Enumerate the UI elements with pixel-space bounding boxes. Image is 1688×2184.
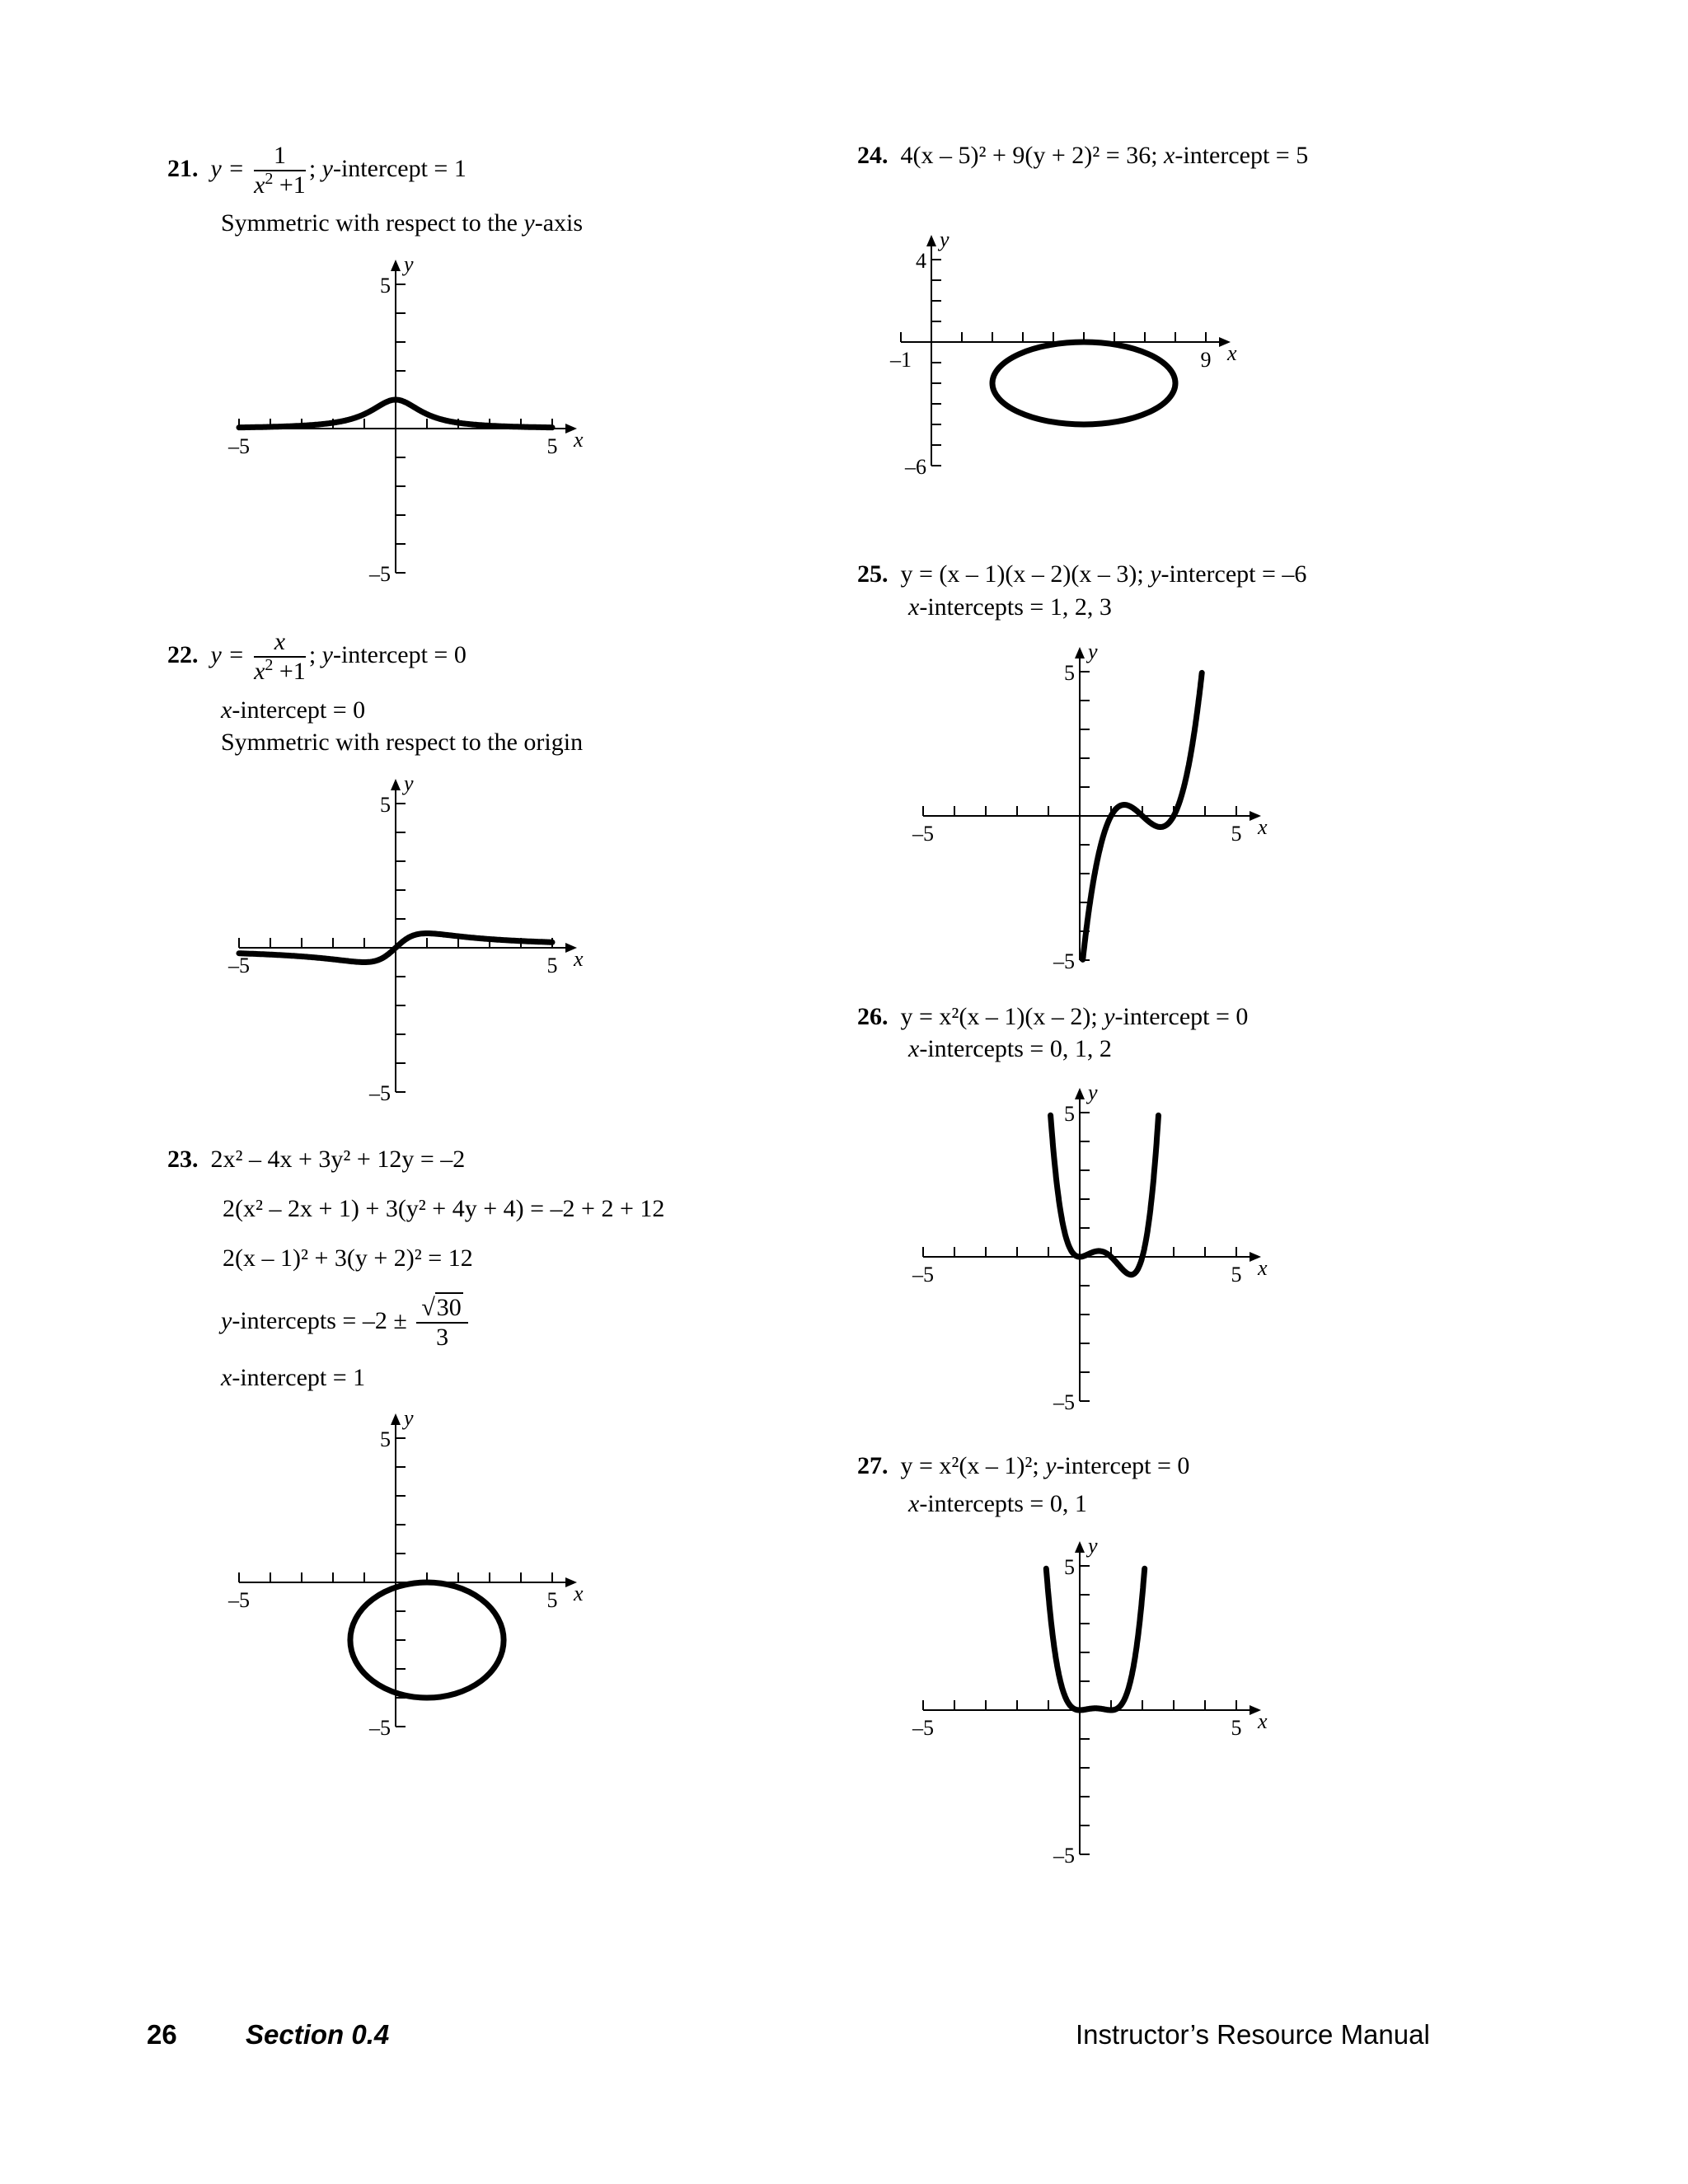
denominator-rest: +1 [273,171,306,199]
manual-title: Instructor’s Resource Manual [1076,2019,1430,2050]
curve-26 [1051,1115,1159,1274]
x-min-label: –5 [912,1716,934,1740]
y-max-label: 5 [380,793,391,817]
x-min-label: –5 [912,1263,934,1286]
x-axis-label: x [574,947,584,971]
y-var: y [321,640,333,668]
x-max-label: 5 [1231,1263,1242,1286]
y-intercepts-value: –2 ± [362,1306,407,1334]
y-min-label: –5 [369,562,391,586]
problem-26-equation [857,1003,1248,1031]
y-axis-arrow [1075,647,1085,658]
problem-number: 22. [167,640,199,668]
problem-25-xintercepts [908,593,1112,621]
y-axis-label: y [1088,1534,1098,1558]
equation-lhs: y = [210,640,245,668]
x-intercepts-text: -intercepts = 1, 2, 3 [919,593,1112,621]
y-axis-label: y [404,771,414,795]
x-min-label: –5 [912,822,934,846]
y-min-label: –5 [1053,1844,1075,1868]
fraction-numerator [254,628,306,658]
y-axis-arrow [391,260,401,271]
x-intercepts-text: -intercepts = 0, 1, 2 [919,1035,1112,1062]
problem-number: 27. [857,1452,889,1479]
graph-22 [214,766,584,1113]
problem-27-xintercepts [908,1490,1087,1518]
x-max-label: 5 [546,954,558,977]
equation: 4(x – 5)² + 9(y + 2)² = 36; [900,142,1165,169]
ellipse-24 [992,342,1175,424]
x-min-label: –5 [228,954,250,977]
problem-23-eq1 [167,1146,465,1174]
x-max-label: 9 [1200,348,1212,372]
x-var: x [221,1364,232,1391]
y-var: y [1045,1452,1057,1479]
x-axis-label: x [574,1582,584,1605]
fraction [254,628,306,686]
x-max-label: 5 [1231,1716,1242,1740]
x-var: x [908,1035,920,1062]
axis-var: y [523,209,535,237]
y-axis-label: y [404,1406,414,1430]
x-var: x [908,1490,920,1517]
x-intercept-text: -intercept = 5 [1175,142,1309,169]
fraction [416,1294,467,1352]
y-intercept-text: -intercept = 0 [332,640,467,668]
problem-number: 23. [167,1146,199,1173]
fraction-numerator: 1 [254,142,306,171]
page-number: 26 [147,2019,177,2050]
x-var: x [908,593,920,621]
x-var: x [1164,142,1175,169]
fraction-numerator: √30 [416,1294,467,1324]
x-max-label: 5 [1231,822,1242,846]
problem-24-equation [857,142,1308,170]
problem-25-equation [857,560,1306,588]
x-max-label: 5 [546,1588,558,1612]
denominator-rest: +1 [273,658,306,685]
equation: y = (x – 1)(x – 2)(x – 3); [900,560,1151,588]
curve-27 [1046,1568,1144,1710]
problem-22-xintercept [221,696,365,724]
problem-22-symmetry: Symmetric with respect to the origin [221,729,584,756]
y-intercept-text: -intercept = 0 [1056,1452,1190,1479]
problem-23-yintercepts [221,1294,471,1352]
x-max-label: 5 [546,434,558,458]
y-axis-label: y [1088,1080,1098,1104]
y-var: y [1150,560,1161,588]
x-axis-label: x [1258,1709,1268,1733]
graph-24 [890,190,1261,536]
fraction-denominator [254,171,306,199]
x-min-label: –5 [228,1588,250,1612]
y-max-label: 5 [380,1427,391,1451]
symmetry-text: Symmetric with respect to the [221,209,524,237]
sqrt-radicand: 30 [436,1294,462,1321]
y-max-label: 5 [380,274,391,298]
x-var: x [221,696,232,724]
x-axis-label: x [1227,341,1237,365]
equation-lhs: y = [210,154,245,182]
y-axis-arrow [926,235,936,246]
equation: y = x²(x – 1)²; [900,1452,1046,1479]
graph-23 [214,1401,584,1747]
y-axis-label: y [1088,640,1098,663]
y-min-label: –6 [905,455,926,479]
problem-23-eq2: 2(x² – 2x + 1) + 3(y² + 4y + 4) = –2 + 2 + 12 [223,1195,665,1222]
y-axis-arrow [391,779,401,790]
problem-26-xintercepts [908,1035,1112,1063]
y-intercept-text: -intercept = 0 [1114,1003,1249,1030]
y-intercept-text: -intercept = –6 [1160,560,1307,588]
y-var: y [321,154,333,182]
graph-26 [898,1076,1268,1422]
fraction-denominator [254,658,306,686]
exponent: 2 [265,170,274,188]
x-axis-label: x [574,428,584,452]
ellipse-23 [350,1582,504,1698]
y-max-label: 4 [916,249,926,273]
symmetry-text-end: -axis [534,209,584,237]
problem-21-equation [167,142,467,199]
y-min-label: –5 [369,1716,391,1740]
separator: ; [308,640,322,668]
numerator-var: x [274,628,286,655]
problem-21-symmetry [221,209,583,237]
y-axis-arrow [1075,1088,1085,1099]
graph-21 [214,247,584,593]
problem-number: 25. [857,560,889,588]
x-min-label: –1 [890,348,912,372]
y-min-label: –5 [1053,1390,1075,1414]
y-min-label: –5 [369,1081,391,1105]
y-axis-label: y [940,227,950,251]
problem-27-equation [857,1452,1189,1480]
problem-22-equation [167,628,467,686]
x-intercept-text: -intercept = 0 [232,696,366,724]
x-axis-label: x [1258,815,1268,839]
problem-number: 26. [857,1003,889,1030]
x-intercept-text: -intercept = 1 [232,1364,366,1391]
graph-25 [898,635,1268,981]
graph-27 [898,1529,1268,1875]
x-min-label: –5 [228,434,250,458]
exponent: 2 [265,656,274,674]
problem-number: 24. [857,142,889,169]
y-var: y [1104,1003,1115,1030]
y-max-label: 5 [1064,1102,1075,1126]
denominator-var: x [254,171,265,199]
y-intercepts-text: -intercepts = [232,1306,363,1334]
equation: y = x²(x – 1)(x – 2); [900,1003,1104,1030]
equation-line: 2x² – 4x + 3y² + 12y = –2 [210,1146,466,1173]
problem-23-eq3: 2(x – 1)² + 3(y + 2)² = 12 [223,1244,473,1272]
fraction-denominator: 3 [436,1324,449,1351]
x-axis-label: x [1258,1256,1268,1280]
y-var: y [221,1306,232,1334]
y-max-label: 5 [1064,661,1075,685]
x-intercepts-text: -intercepts = 0, 1 [919,1490,1087,1517]
y-intercept-text: -intercept = 1 [332,154,467,182]
y-axis-arrow [1075,1541,1085,1553]
fraction [254,142,306,199]
y-axis-arrow [391,1413,401,1425]
problem-number: 21. [167,154,199,182]
separator: ; [308,154,322,182]
section-label: Section 0.4 [246,2019,390,2050]
problem-23-xintercept [221,1364,365,1392]
y-max-label: 5 [1064,1555,1075,1579]
denominator-var: x [254,658,265,685]
y-axis-label: y [404,252,414,276]
y-min-label: –5 [1053,949,1075,973]
